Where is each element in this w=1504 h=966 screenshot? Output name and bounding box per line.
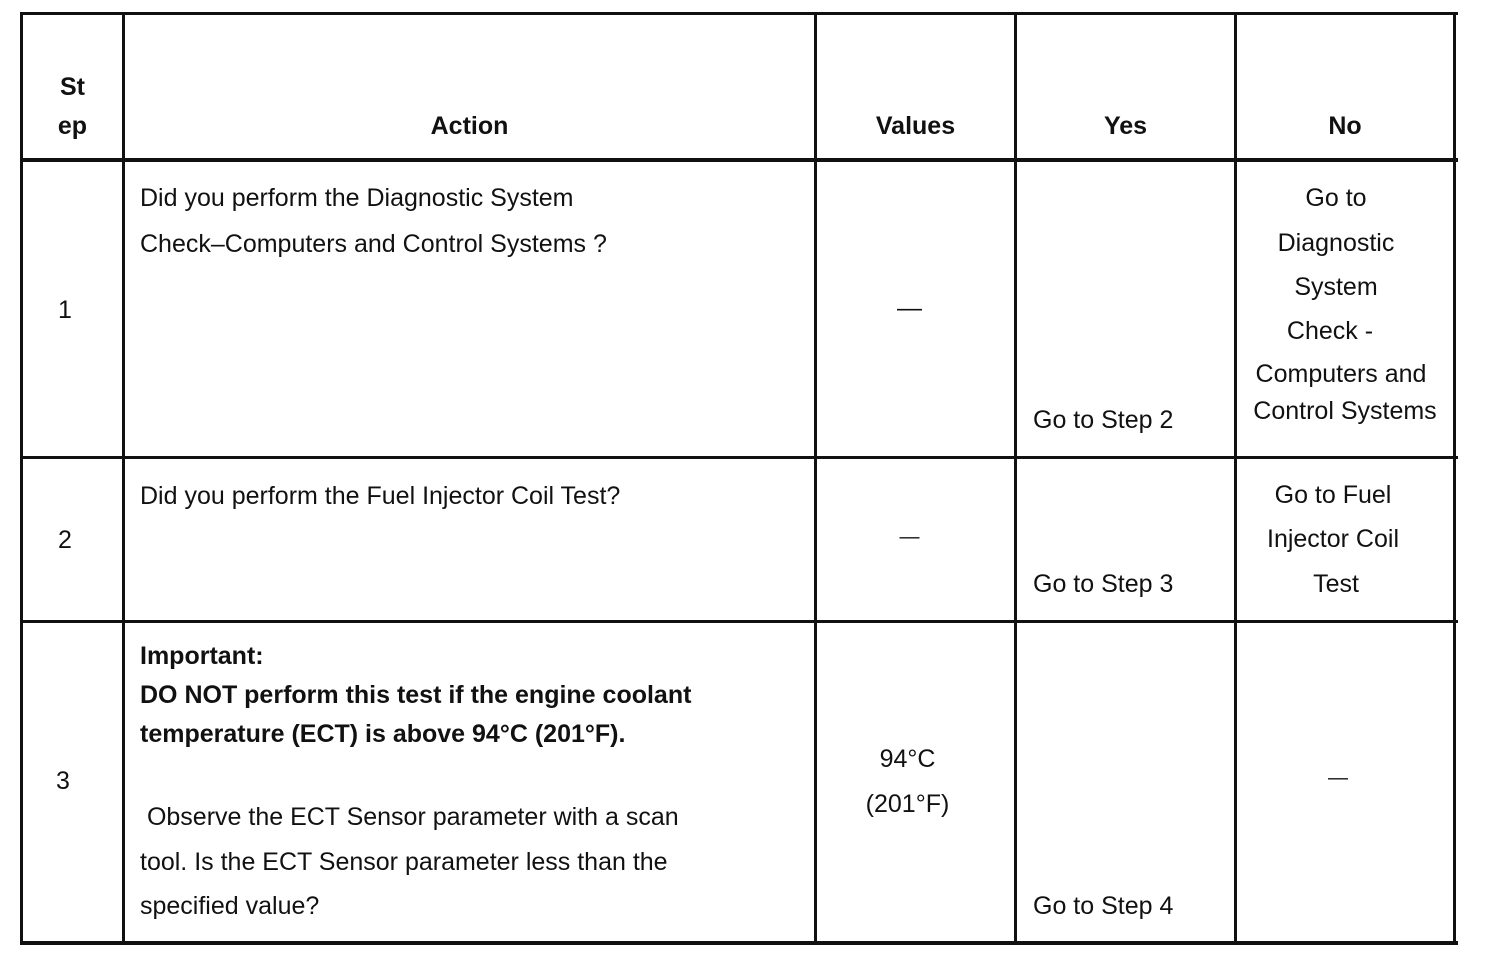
row1-action-line2: Check–Computers and Control Systems ? [140, 230, 607, 258]
header-action: Action [430, 112, 509, 140]
row3-important-line2: temperature (ECT) is above 94°C (201°F). [140, 720, 626, 748]
row3-step: 3 [56, 767, 70, 795]
row2-value: — [899, 526, 920, 548]
table-border-bottom [20, 941, 1458, 945]
col-divider-yes [1234, 12, 1237, 945]
row1-action-line1: Did you perform the Diagnostic System [140, 184, 574, 212]
row2-no-line1: Go to Fuel [1274, 481, 1392, 509]
row1-step: 1 [58, 296, 72, 324]
row3-value-line2: (201°F) [865, 790, 950, 818]
row1-no-line1: Go to [1305, 184, 1367, 212]
row1-no-line5: Computers and [1255, 360, 1427, 388]
row3-no: — [1328, 767, 1348, 789]
header-no: No [1328, 112, 1362, 140]
header-step-line2: ep [57, 112, 88, 140]
row2-action-line1: Did you perform the Fuel Injector Coil Test? [140, 482, 621, 510]
header-step-line1: St [60, 73, 85, 101]
row3-action-line2: tool. Is the ECT Sensor parameter less than the [140, 848, 668, 876]
row1-no-line6: Control Systems [1253, 397, 1437, 425]
row1-value: — [897, 294, 922, 322]
col-divider-values [1014, 12, 1017, 945]
row1-no-line4: Check - [1286, 317, 1374, 345]
table-border-top [20, 12, 1458, 15]
row3-action-line3: specified value? [140, 892, 320, 920]
row3-value-line1: 94°C [879, 745, 936, 773]
row1-yes: Go to Step 2 [1033, 406, 1174, 434]
header-values: Values [875, 112, 956, 140]
row1-no-line3: System [1294, 273, 1378, 301]
row-divider-2 [20, 620, 1458, 623]
header-yes: Yes [1103, 112, 1148, 140]
table-border-right [1453, 12, 1456, 945]
row3-action-line1: Observe the ECT Sensor parameter with a scan [140, 803, 679, 831]
row2-yes: Go to Step 3 [1033, 570, 1174, 598]
table-border-left [20, 12, 23, 945]
row2-no-line2: Injector Coil [1267, 525, 1399, 553]
row2-no-line3: Test [1313, 570, 1359, 598]
row3-important-label: Important: [140, 642, 264, 670]
col-divider-step [122, 12, 125, 945]
header-divider [20, 158, 1458, 162]
row2-step: 2 [58, 526, 72, 554]
row3-yes: Go to Step 4 [1033, 892, 1174, 920]
row1-no-line2: Diagnostic [1277, 229, 1395, 257]
row-divider-1 [20, 456, 1458, 459]
row3-important-line1: DO NOT perform this test if the engine coolant [140, 681, 692, 709]
